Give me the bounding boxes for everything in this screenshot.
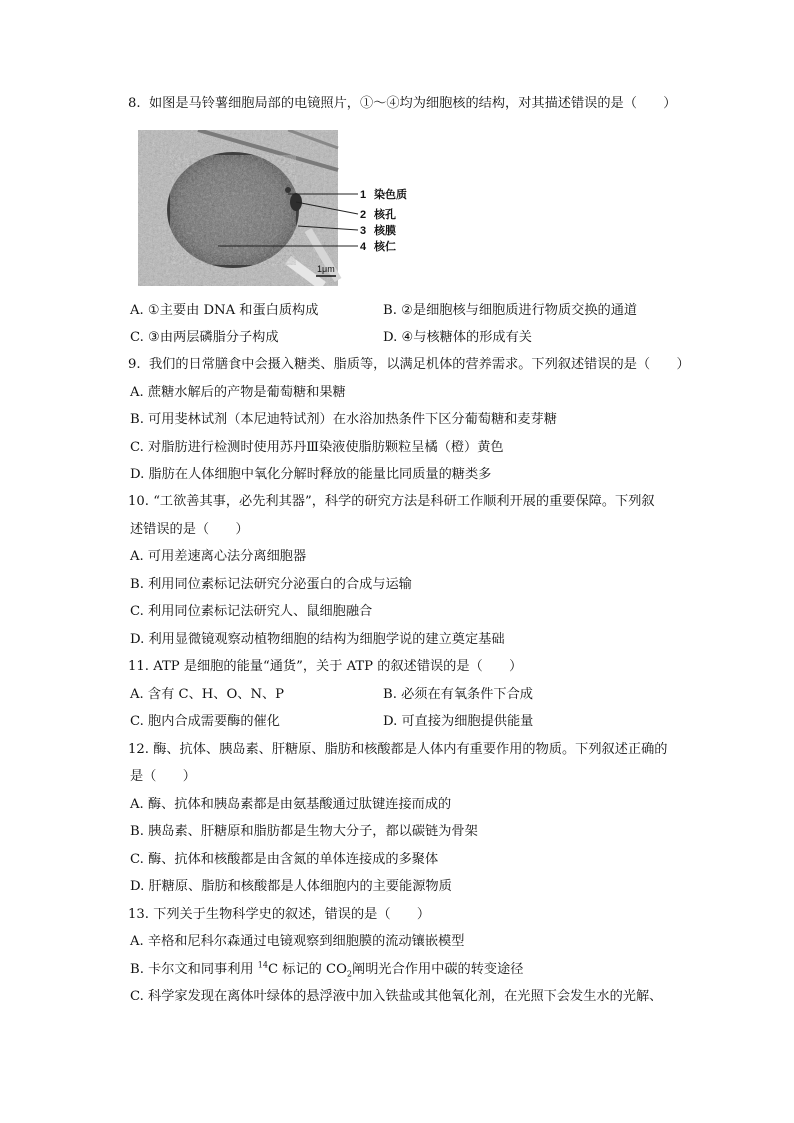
scale-label: 1μm [317, 264, 335, 274]
question-text: 我们的日常膳食中会摄入糖类、脂质等，以满足机体的营养需求。下列叙述错误的是（ ） [148, 357, 690, 372]
label-nuclear-envelope: 核膜 [374, 225, 396, 237]
question-12-option-d: D. 肝糖原、脂肪和核酸都是人体细胞内的主要能源物质 [130, 879, 452, 894]
question-text: ATP 是细胞的能量“通货”，关于 ATP 的叙述错误的是（ ） [153, 659, 523, 674]
question-text: 酶、抗体、胰岛素、肝糖原、脂肪和核酸都是人体内有重要作用的物质。下列叙述正确的 [153, 742, 668, 757]
option-a: A. 含有 C、H、O、N、P [130, 687, 285, 702]
question-number: 11. [128, 659, 149, 674]
question-12-option-b: B. 胰岛素、肝糖原和脂肪都是生物大分子，都以碳链为骨架 [130, 824, 478, 839]
question-9-option-c: C. 对脂肪进行检测时使用苏丹Ⅲ染液使脂肪颗粒呈橘（橙）黄色 [130, 440, 504, 455]
question-text: “工欲善其事，必先利其器”，科学的研究方法是科研工作顺利开展的重要保障。下列叙 [153, 494, 655, 509]
question-10-option-c: C. 利用同位素标记法研究人、鼠细胞融合 [130, 604, 373, 619]
option-a: A. ①主要由 DNA 和蛋白质构成 [130, 303, 319, 318]
question-11-stem [128, 658, 522, 676]
label-chromatin: 染色质 [374, 189, 407, 201]
option-b: B. ②是细胞核与细胞质进行物质交换的通道 [383, 303, 638, 318]
question-10-option-b: B. 利用同位素标记法研究分泌蛋白的合成与运输 [130, 577, 412, 592]
question-13-option-b: B. 卡尔文和同事利用 $^{14}$C 标记的 $CO_2$阐明光合作用中碳的转变途径 [130, 960, 524, 979]
question-13-stem [128, 906, 430, 924]
question-12-option-c: C. 酶、抗体和核酸都是由含氮的单体连接成的多聚体 [130, 852, 439, 867]
question-text: 下列关于生物科学史的叙述，错误的是（ ） [153, 907, 431, 922]
label-number-1: 1 [360, 189, 367, 201]
micrograph-image [138, 130, 338, 286]
question-9-option-d: D. 脂肪在人体细胞中氧化分解时释放的能量比同质量的糖类多 [130, 467, 492, 482]
option-d: D. 可直接为细胞提供能量 [383, 714, 534, 729]
question-number: 10. [128, 494, 149, 509]
question-12-stem-cont: 是（ ） [130, 769, 196, 784]
question-number: 13. [128, 907, 149, 922]
question-9-stem [128, 356, 690, 374]
isotope-superscript: 14 [257, 960, 268, 970]
co2-subscript: 2 [346, 969, 353, 979]
option-b: B. 必须在有氧条件下合成 [383, 687, 533, 702]
label-number-2: 2 [360, 209, 367, 221]
question-8-stem [128, 95, 676, 113]
question-10-stem [128, 493, 655, 511]
question-10-stem-cont: 述错误的是（ ） [130, 522, 249, 537]
question-number: 9. [128, 357, 141, 372]
label-nuclear-pore: 核孔 [374, 209, 396, 221]
option-c: C. 胞内合成需要酶的催化 [130, 714, 280, 729]
question-9-option-b: B. 可用斐林试剂（本尼迪特试剂）在水浴加热条件下区分葡萄糖和麦芽糖 [130, 412, 557, 427]
question-12-option-a: A. 酶、抗体和胰岛素都是由氨基酸通过肽键连接而成的 [130, 797, 452, 812]
question-13-option-c: C. 科学家发现在离体叶绿体的悬浮液中加入铁盐或其他氧化剂，在光照下会发生水的光解、 [130, 989, 663, 1004]
label-number-3: 3 [360, 225, 367, 237]
nucleus-micrograph [138, 130, 410, 286]
question-13-option-a: A. 辛格和尼科尔森通过电镜观察到细胞膜的流动镶嵌模型 [130, 934, 465, 949]
question-number: 12. [128, 742, 149, 757]
label-number-4: 4 [360, 241, 367, 253]
question-number: 8. [128, 96, 141, 111]
option-c: C. ③由两层磷脂分子构成 [130, 330, 279, 345]
label-nucleolus: 核仁 [374, 241, 396, 253]
question-12-stem [128, 741, 668, 759]
question-10-option-a: A. 可用差速离心法分离细胞器 [130, 549, 307, 564]
question-10-option-d: D. 利用显微镜观察动植物细胞的结构为细胞学说的建立奠定基础 [130, 632, 505, 647]
option-d: D. ④与核糖体的形成有关 [383, 330, 532, 345]
question-text: 如图是马铃薯细胞局部的电镜照片，①～④均为细胞核的结构，对其描述错误的是（ ） [148, 96, 677, 111]
question-9-option-a: A. 蔗糖水解后的产物是葡萄糖和果糖 [130, 385, 346, 400]
